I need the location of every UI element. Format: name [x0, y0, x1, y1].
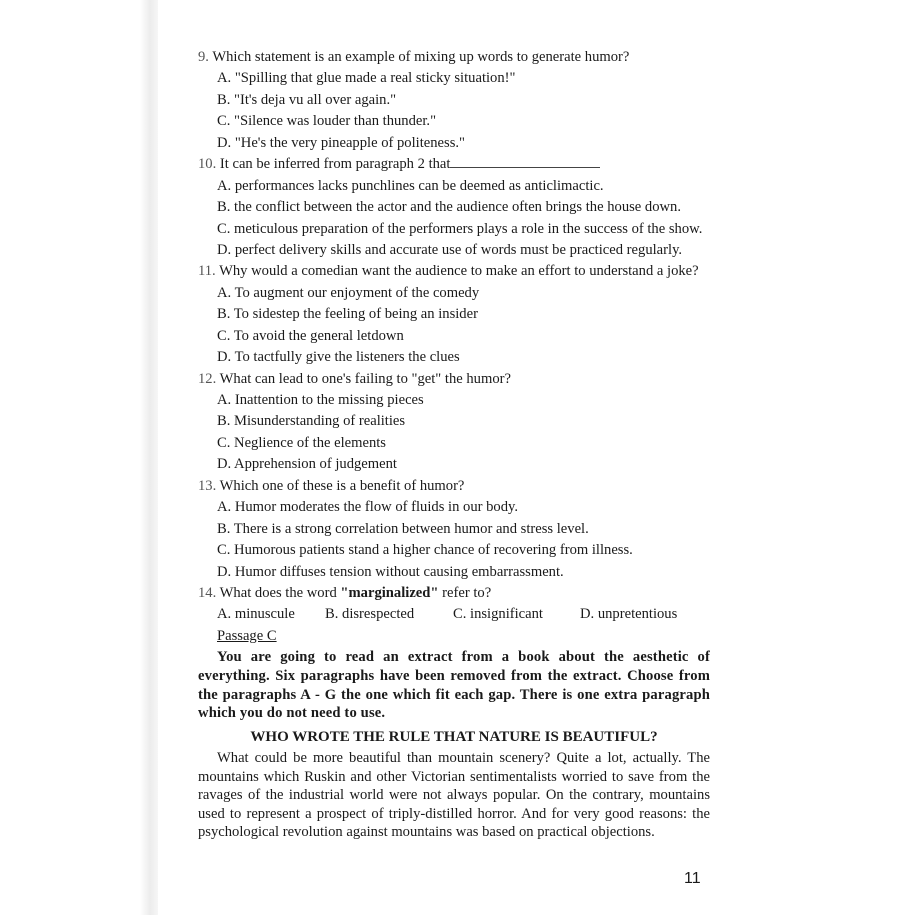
question-10	[198, 154, 710, 175]
page-content	[198, 47, 710, 842]
question-12	[198, 369, 710, 390]
option-d: D. To tactfully give the listeners the clues	[217, 349, 460, 366]
question-14	[198, 583, 710, 604]
question-number: 10.	[198, 156, 217, 173]
question-number: 14.	[198, 584, 217, 601]
question-number: 11.	[198, 263, 216, 280]
option-c: C. "Silence was louder than thunder."	[217, 113, 437, 130]
option-d: D. perfect delivery skills and accurate use of words must be practiced regularly.	[217, 241, 683, 258]
option-a: A. "Spilling that glue made a real sticky situation!"	[217, 70, 516, 87]
option-b: B. the conflict between the actor and the audience often brings the house down.	[217, 199, 682, 216]
option-d: D. Apprehension of judgement	[217, 456, 397, 473]
scan-edge-shadow	[0, 0, 158, 915]
option-a: A. minuscule	[217, 606, 295, 623]
passage-instructions: You are going to read an extract from a book about the aesthetic of everything. Six paragraphs have been removed from the extract. Choose from the paragraphs A - G the one which fit each gap. There is one extra paragraph which you do not need to use.	[198, 649, 710, 722]
option-a: A. Humor moderates the flow of fluids in our body.	[217, 499, 519, 516]
question-13	[198, 476, 710, 497]
option-c: C. insignificant	[453, 606, 543, 623]
option-b: B. disrespected	[325, 606, 415, 623]
passage-paragraph: What could be more beautiful than mountain scenery? Quite a lot, actually. The mountains which Ruskin and other Victorian sentimentalists worried to save from the ravages of the industrial world were not always popular. On the contrary, mountains used to represent a prospect of triply-distilled horror. And for very good reasons: the psychological revolution against mountains was based on practical objections.	[198, 750, 710, 841]
option-b: B. There is a strong correlation between humor and stress level.	[217, 520, 589, 537]
option-b: B. To sidestep the feeling of being an insider	[217, 306, 478, 323]
option-a: A. Inattention to the missing pieces	[217, 392, 424, 408]
question-text: Which one of these is a benefit of humor?	[219, 477, 465, 494]
question-list	[198, 47, 710, 583]
question-text: Which statement is an example of mixing up words to generate humor?	[212, 49, 630, 65]
passage-title: WHO WROTE THE RULE THAT NATURE IS BEAUTIFUL?	[250, 729, 658, 746]
option-d: D. unpretentious	[580, 606, 678, 623]
option-a: A. performances lacks punchlines can be deemed as anticlimactic.	[217, 177, 604, 194]
question-text-post: refer to?	[438, 584, 492, 601]
page-number: 11	[684, 870, 701, 887]
question-number: 13.	[198, 477, 217, 494]
option-a: A. To augment our enjoyment of the comedy	[217, 284, 480, 301]
question-9	[198, 47, 710, 68]
option-c: C. Neglience of the elements	[217, 434, 386, 451]
option-d: D. "He's the very pineapple of politeness."	[217, 134, 465, 151]
option-b: B. Misunderstanding of realities	[217, 413, 406, 430]
question-11	[198, 261, 710, 282]
option-b: B. "It's deja vu all over again."	[217, 91, 397, 108]
answer-blank	[450, 155, 600, 168]
question-14-options	[198, 604, 710, 625]
passage-heading: Passage C	[217, 627, 277, 644]
option-d: D. Humor diffuses tension without causing embarrassment.	[217, 563, 564, 580]
option-c: C. Humorous patients stand a higher chance of recovering from illness.	[217, 542, 633, 559]
question-text: Why would a comedian want the audience to make an effort to understand a joke?	[219, 263, 699, 280]
option-c: C. meticulous preparation of the performers plays a role in the success of the show.	[217, 220, 703, 237]
option-c: C. To avoid the general letdown	[217, 327, 404, 344]
question-number: 12.	[198, 370, 217, 387]
question-text: What can lead to one's failing to "get" the humor?	[219, 370, 511, 387]
question-text-pre: What does the word	[219, 584, 341, 601]
question-number: 9.	[198, 49, 209, 65]
question-text: It can be inferred from paragraph 2 that	[219, 156, 451, 173]
question-keyword: "marginalized"	[340, 584, 439, 601]
